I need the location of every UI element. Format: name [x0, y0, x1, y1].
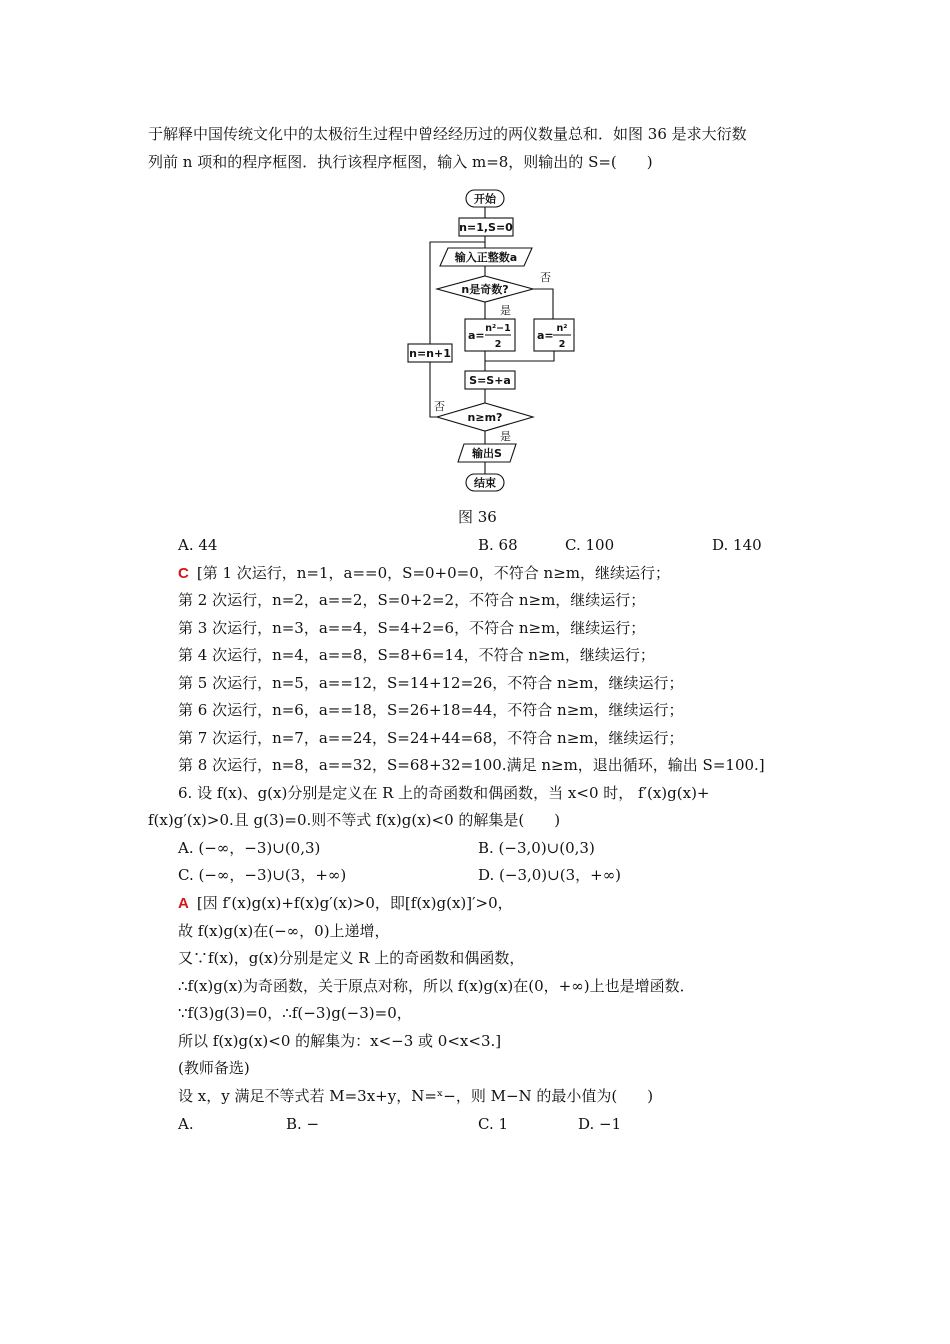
question-stem-line-1: 于解释中国传统文化中的太极衍生过程中曾经经历过的两仪数量总和．如图 36 是求大衍数 [148, 125, 747, 143]
figure-caption: 图 36 [458, 508, 497, 526]
flowchart-even-formula-numerator: n² [556, 323, 568, 334]
q5-step-line: 第 2 次运行，n=2，a==2，S=0+2=2，不符合 n≥m，继续运行； [178, 591, 646, 609]
q7-stem-line: 设 x，y 满足不等式若 M=3x+y，N=ˣ−，则 M−N 的最小值为( ) [178, 1087, 654, 1105]
q5-step-line: 第 5 次运行，n=5，a==12，S=14+12=26，不符合 n≥m，继续运行； [178, 674, 684, 692]
flowchart-odd-formula-left: a= [468, 329, 485, 342]
q6-answer-letter: A [178, 895, 189, 912]
flowchart-stop-decision-text: n≥m? [467, 411, 503, 424]
flowchart-no-label-1: 否 [540, 271, 551, 284]
q6-stem-line-1: 6. 设 f(x)、g(x)分别是定义在 R 上的奇函数和偶函数，当 x<0 时， f′(x)g(x)+ [178, 784, 710, 802]
q6-step-line: 所以 f(x)g(x)<0 的解集为：x<−3 或 0<x<3.] [178, 1032, 502, 1050]
q6-step-line: 故 f(x)g(x)在(−∞，0)上递增， [178, 922, 390, 940]
q5-option-d: D. 140 [712, 536, 762, 554]
q5-option-b: B. 68 [478, 536, 518, 554]
teacher-note: (教师备选) [178, 1059, 250, 1077]
q5-step-line: 第 6 次运行，n=6，a==18，S=26+18=44，不符合 n≥m，继续运行； [178, 701, 684, 719]
flowchart-end-text: 结束 [474, 476, 496, 490]
q6-option-d: D. (−3,0)∪(3，+∞) [478, 866, 622, 884]
q5-step-line: 第 3 次运行，n=3，a==4，S=4+2=6，不符合 n≥m，继续运行； [178, 619, 646, 637]
q6-solution-line [178, 893, 513, 914]
flowchart-yes-label-1: 是 [500, 304, 511, 317]
q5-step-line: 第 4 次运行，n=4，a==8，S=8+6=14，不符合 n≥m，继续运行； [178, 646, 655, 664]
q7-option-b: B. − [286, 1115, 320, 1133]
question-stem-line-2: 列前 n 项和的程序框图．执行该程序框图，输入 m=8，则输出的 S=( ) [148, 153, 653, 171]
q6-option-a: A. (−∞，−3)∪(0,3) [178, 839, 321, 857]
flowchart-odd-formula-denominator: 2 [494, 339, 502, 350]
q5-step-line: 第 8 次运行，n=8，a==32，S=68+32=100.满足 n≥m，退出循环，输出 S=100.] [178, 756, 765, 774]
flowchart-increment-text: n=n+1 [409, 347, 451, 360]
q7-option-a: A. [178, 1115, 194, 1133]
q6-option-c: C. (−∞，−3)∪(3，+∞) [178, 866, 347, 884]
flowchart-odd-decision-text: n是奇数? [461, 283, 509, 296]
flowchart-accumulate-text: S=S+a [469, 374, 511, 387]
flowchart-even-formula-left: a= [537, 329, 554, 342]
flow-arrow [533, 289, 553, 319]
q5-step-line: 第 7 次运行，n=7，a==24，S=24+44=68，不符合 n≥m，继续运行； [178, 729, 684, 747]
q5-step-text: [第 1 次运行，n=1，a==0，S=0+0=0，不符合 n≥m，继续运行； [196, 564, 671, 582]
q6-option-b: B. (−3,0)∪(0,3) [478, 839, 595, 857]
flowchart-output-text: 输出S [472, 447, 502, 460]
q5-solution-line [178, 563, 670, 584]
q5-option-a: A. 44 [178, 536, 218, 554]
flow-arrow [485, 351, 554, 361]
flowchart-no-label-2: 否 [434, 400, 445, 413]
flowchart-start-text: 开始 [474, 192, 496, 206]
flowchart-input-text: 输入正整数a [454, 251, 518, 264]
q5-option-c: C. 100 [565, 536, 615, 554]
q6-step-line: ∵f(3)g(3)=0，∴f(−3)g(−3)=0， [178, 1004, 412, 1022]
q6-step-line: 又∵f(x)，g(x)分别是定义 R 上的奇函数和偶函数， [178, 949, 525, 967]
q7-option-c: C. 1 [478, 1115, 509, 1133]
flowchart-odd-formula-numerator: n²−1 [485, 323, 511, 334]
q7-option-d: D. −1 [578, 1115, 622, 1133]
flowchart-even-formula-denominator: 2 [558, 339, 566, 350]
flowchart-yes-label-2: 是 [500, 430, 511, 443]
flowchart-init-text: n=1,S=0 [459, 221, 513, 234]
q6-stem-line-2: f(x)g′(x)>0.且 g(3)=0.则不等式 f(x)g(x)<0 的解集是( ) [148, 811, 561, 829]
q6-step-line: ∴f(x)g(x)为奇函数，关于原点对称，所以 f(x)g(x)在(0，+∞)上也是增函数． [178, 977, 695, 995]
q5-answer-letter: C [178, 565, 189, 582]
program-flowchart [396, 186, 568, 498]
q6-step-text: [因 f′(x)g(x)+f(x)g′(x)>0，即[f(x)g(x)]′>0， [196, 894, 513, 912]
